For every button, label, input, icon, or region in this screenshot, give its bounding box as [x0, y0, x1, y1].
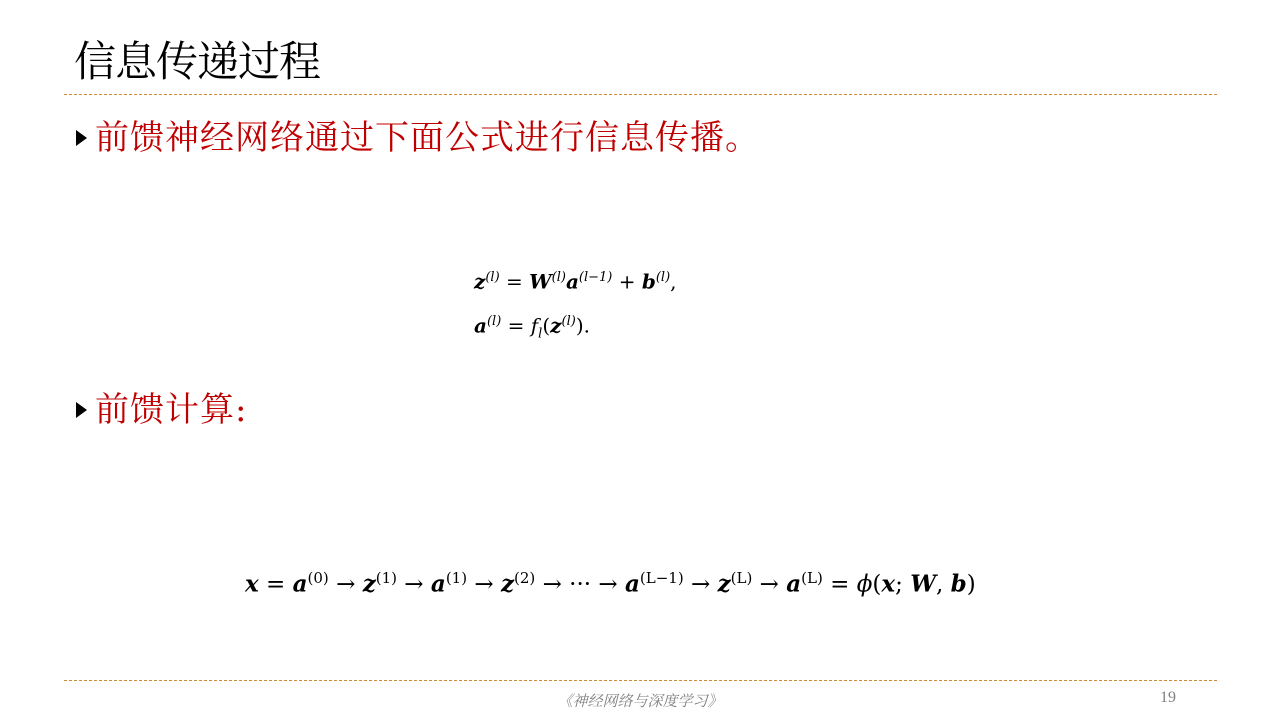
eq-arrow: →	[467, 571, 501, 598]
eq-operator: =	[258, 571, 293, 598]
bullet-item	[76, 116, 760, 160]
eq-arrow: → ··· →	[535, 571, 626, 598]
eq-superscript: (2)	[514, 569, 536, 587]
bullet-text: 前馈计算:	[95, 390, 248, 430]
equation-block	[474, 258, 677, 354]
eq-symbol: z	[500, 570, 515, 598]
bullet-item	[76, 388, 247, 432]
eq-symbol: a	[625, 570, 640, 598]
eq-function: ϕ	[856, 571, 873, 598]
bullet-triangle-icon	[76, 402, 87, 418]
top-divider	[64, 94, 1217, 95]
eq-function: f	[530, 313, 539, 338]
eq-superscript: (L)	[730, 569, 753, 587]
eq-subscript: l	[538, 326, 543, 342]
eq-symbol: z	[717, 570, 731, 598]
eq-arrow: →	[397, 571, 431, 598]
eq-superscript: (l)	[485, 270, 500, 285]
eq-paren: )	[966, 571, 976, 598]
eq-symbol: a	[474, 313, 487, 338]
eq-superscript: (0)	[307, 569, 329, 587]
eq-superscript: (l)	[551, 270, 566, 285]
eq-superscript: (l)	[486, 313, 502, 329]
eq-superscript: (L−1)	[639, 569, 684, 587]
bullet-text: 前馈神经网络通过下面公式进行信息传播。	[95, 118, 760, 158]
page-number: 19	[1160, 689, 1176, 706]
eq-symbol: a	[786, 570, 802, 598]
eq-symbol: z	[362, 570, 376, 598]
eq-symbol: z	[550, 313, 562, 338]
eq-paren: ).	[575, 313, 590, 338]
eq-punct: ;	[895, 571, 911, 598]
eq-symbol: W	[910, 570, 937, 598]
eq-symbol: a	[292, 570, 308, 598]
eq-superscript: (1)	[375, 569, 397, 587]
eq-symbol: b	[641, 269, 656, 294]
bottom-divider	[64, 680, 1217, 681]
eq-arrow: →	[328, 571, 363, 598]
eq-superscript: (l−1)	[578, 270, 613, 285]
feedforward-chain-equation	[245, 558, 976, 605]
eq-symbol: z	[474, 269, 486, 294]
slide-title: 信息传递过程	[74, 37, 321, 86]
eq-superscript: (l)	[561, 313, 576, 329]
eq-operator: =	[499, 269, 530, 294]
eq-symbol: a	[430, 570, 446, 598]
eq-symbol: x	[881, 570, 896, 598]
eq-punct: ,	[670, 269, 677, 294]
eq-symbol: a	[565, 269, 579, 294]
eq-operator: =	[501, 313, 531, 338]
eq-punct: ,	[936, 571, 951, 598]
eq-symbol: b	[950, 570, 967, 598]
eq-symbol: W	[529, 269, 552, 294]
eq-operator: =	[822, 571, 857, 598]
eq-arrow: →	[683, 571, 718, 598]
eq-superscript: (l)	[655, 270, 671, 285]
eq-superscript: (1)	[445, 569, 468, 587]
equation-line-2	[474, 302, 677, 355]
eq-paren: (	[542, 313, 551, 338]
bullet-triangle-icon	[76, 130, 87, 146]
eq-arrow: →	[752, 571, 787, 598]
eq-paren: (	[872, 571, 882, 598]
eq-symbol: x	[245, 570, 259, 598]
eq-operator: +	[612, 269, 642, 294]
equation-line-1	[474, 258, 677, 302]
eq-superscript: (L)	[801, 569, 823, 587]
footer-book-title: 《神经网络与深度学习》	[557, 692, 723, 710]
